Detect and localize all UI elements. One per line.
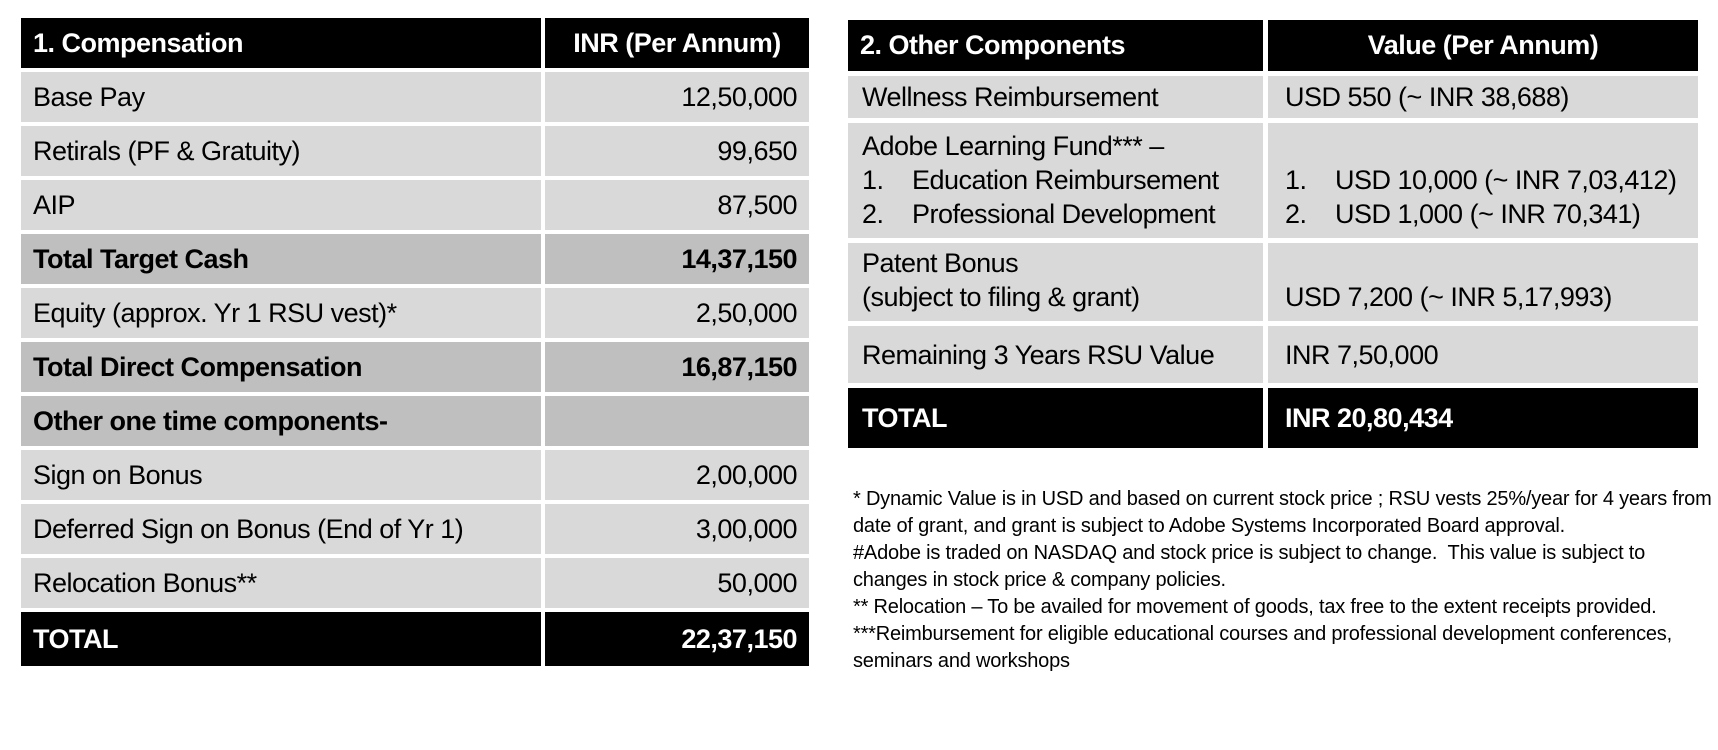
row-label: Total Direct Compensation [21, 342, 541, 392]
line-text: USD 1,000 (~ INR 70,341) [1335, 199, 1641, 229]
compensation-header-row [21, 18, 809, 68]
cell-line [862, 246, 1263, 280]
footnote: * Dynamic Value is in USD and based on current stock price ; RSU vests 25%/year for 4 years from date of grant, and grant is subject to Adobe Systems Incorporated Board approval. [853, 488, 1717, 537]
row-value [1268, 388, 1698, 448]
cell-line [1285, 401, 1698, 435]
cell-line [1285, 163, 1698, 197]
row-value: 3,00,000 [545, 504, 809, 554]
table-row [21, 558, 809, 608]
line-text: Adobe Learning Fund*** – [862, 131, 1164, 161]
line-text: Wellness Reimbursement [862, 82, 1159, 112]
row-label: Retirals (PF & Gratuity) [21, 126, 541, 176]
other-components-body [848, 76, 1698, 448]
row-label: AIP [21, 180, 541, 230]
row-value: 2,50,000 [545, 288, 809, 338]
line-text: Remaining 3 Years RSU Value [862, 339, 1215, 370]
table-row [848, 326, 1698, 383]
footnote: ***Reimbursement for eligible educational courses and professional development conferences, seminars and workshops [853, 623, 1678, 672]
row-value: 2,00,000 [545, 450, 809, 500]
cell-line [1285, 80, 1698, 114]
line-text: INR 7,50,000 [1285, 339, 1439, 370]
cell-line [862, 401, 1263, 435]
list-number: 2. [862, 199, 884, 229]
row-value: 99,650 [545, 126, 809, 176]
footnote: #Adobe is traded on NASDAQ and stock price is subject to change. This value is subject to changes in stock price & company policies. [853, 542, 1651, 591]
line-text: TOTAL [862, 403, 947, 433]
row-value: 50,000 [545, 558, 809, 608]
row-value: 12,50,000 [545, 72, 809, 122]
footnote: ** Relocation – To be availed for movement of goods, tax free to the extent receipts provided. [853, 596, 1657, 618]
table-row [848, 388, 1698, 448]
line-text: USD 7,200 (~ INR 5,17,993) [1285, 282, 1612, 312]
line-text: (subject to filing & grant) [862, 282, 1140, 312]
row-label: TOTAL [21, 612, 541, 666]
cell-line [862, 197, 1263, 231]
row-label: Total Target Cash [21, 234, 541, 284]
row-label [848, 243, 1263, 321]
table-row [21, 450, 809, 500]
cell-line [862, 280, 1263, 314]
row-label: Relocation Bonus** [21, 558, 541, 608]
row-label: Deferred Sign on Bonus (End of Yr 1) [21, 504, 541, 554]
row-label: Sign on Bonus [21, 450, 541, 500]
other-components-table [843, 15, 1703, 453]
row-label [848, 76, 1263, 118]
table-row [21, 72, 809, 122]
table-row [21, 612, 809, 666]
other-components-title: 2. Other Components [848, 20, 1263, 71]
table-row [848, 123, 1698, 238]
other-components-header-row [848, 20, 1698, 71]
line-text: USD 550 (~ INR 38,688) [1285, 82, 1569, 112]
table-row [21, 396, 809, 446]
compensation-title: 1. Compensation [21, 18, 541, 68]
list-number: 1. [862, 165, 884, 195]
list-number: 2. [1285, 199, 1307, 229]
cell-line [1285, 338, 1698, 372]
row-value [1268, 243, 1698, 321]
table-row [848, 243, 1698, 321]
row-value [1268, 326, 1698, 383]
cell-line [862, 129, 1263, 163]
line-text: Education Reimbursement [912, 165, 1219, 195]
line-text: Professional Development [912, 199, 1216, 229]
cell-line [862, 338, 1263, 372]
footnotes-block [853, 486, 1718, 675]
cell-line [862, 163, 1263, 197]
row-label [848, 388, 1263, 448]
row-value [1268, 76, 1698, 118]
table-row [848, 76, 1698, 118]
compensation-value-header: INR (Per Annum) [545, 18, 809, 68]
table-row [21, 126, 809, 176]
row-label [848, 123, 1263, 238]
cell-line [862, 80, 1263, 114]
row-label: Equity (approx. Yr 1 RSU vest)* [21, 288, 541, 338]
cell-line [1285, 280, 1698, 314]
row-value: 87,500 [545, 180, 809, 230]
row-value [545, 396, 809, 446]
cell-line [1285, 197, 1698, 231]
list-number: 1. [1285, 165, 1307, 195]
row-label [848, 326, 1263, 383]
table-row [21, 180, 809, 230]
other-components-value-header: Value (Per Annum) [1268, 20, 1698, 71]
row-value [1268, 123, 1698, 238]
row-label: Base Pay [21, 72, 541, 122]
table-row [21, 234, 809, 284]
row-value: 14,37,150 [545, 234, 809, 284]
line-text: USD 10,000 (~ INR 7,03,412) [1335, 165, 1677, 195]
table-row [21, 504, 809, 554]
line-text: Patent Bonus [862, 248, 1019, 278]
compensation-table [17, 14, 813, 670]
table-row [21, 288, 809, 338]
row-value: 22,37,150 [545, 612, 809, 666]
row-value: 16,87,150 [545, 342, 809, 392]
row-label: Other one time components- [21, 396, 541, 446]
line-text: INR 20,80,434 [1285, 403, 1453, 433]
table-row [21, 342, 809, 392]
compensation-body [21, 72, 809, 666]
